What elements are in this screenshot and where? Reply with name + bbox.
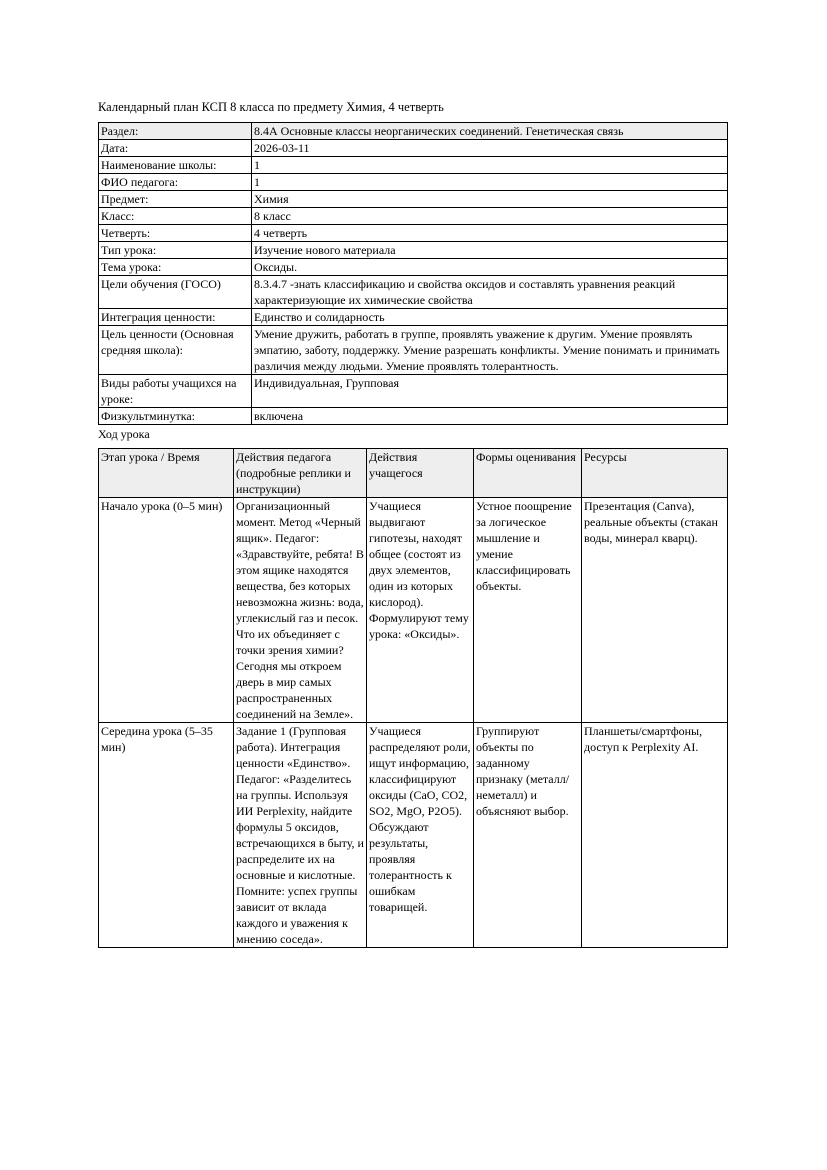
flow-row	[99, 723, 728, 948]
table-row	[99, 326, 728, 375]
info-label: Класс:	[99, 208, 252, 225]
flow-header-row	[99, 449, 728, 498]
table-row	[99, 276, 728, 309]
table-row	[99, 259, 728, 276]
lesson-flow-table	[98, 448, 728, 948]
flow-stage-cell: Середина урока (5–35 мин)	[99, 723, 234, 948]
info-label: Дата:	[99, 140, 252, 157]
flow-header-assessment: Формы оценивания	[474, 449, 582, 498]
table-row	[99, 140, 728, 157]
table-row	[99, 309, 728, 326]
flow-assessment-cell: Устное поощрение за логическое мышление и умение классифицировать объекты.	[474, 498, 582, 723]
info-label: Цель ценности (Основная средняя школа):	[99, 326, 252, 375]
info-label: ФИО педагога:	[99, 174, 252, 191]
flow-header-teacher-actions: Действия педагога (подробные реплики и инструкции)	[234, 449, 367, 498]
table-row	[99, 123, 728, 140]
info-label: Наименование школы:	[99, 157, 252, 174]
info-value: Химия	[252, 191, 728, 208]
info-value: 2026-03-11	[252, 140, 728, 157]
flow-student-actions-cell: Учащиеся выдвигают гипотезы, находят общее (состоят из двух элементов, один из которых кислород). Формулируют тему урока: «Оксиды».	[367, 498, 474, 723]
flow-header-resources: Ресурсы	[582, 449, 728, 498]
document-page	[98, 99, 727, 948]
info-value: 1	[252, 174, 728, 191]
info-value: 8 класс	[252, 208, 728, 225]
flow-teacher-actions-cell: Задание 1 (Групповая работа). Интеграция ценности «Единство». Педагог: «Разделитесь на группы. Используя ИИ Perplexity, найдите формулы 5 оксидов, встречающихся в быту, и распределите их на основные и кислотные. Помните: успех группы зависит от вклада каждого и уважения к мнению соседа».	[234, 723, 367, 948]
document-title: Календарный план КСП 8 класса по предмету Химия, 4 четверть	[98, 100, 444, 114]
info-value: 4 четверть	[252, 225, 728, 242]
info-value: Умение дружить, работать в группе, проявлять уважение к другим. Умение проявлять эмпатию, заботу, поддержку. Умение разрешать конфликты. Умение понимать и принимать различия между людьми. Умение проявлять толерантность.	[252, 326, 728, 375]
info-value: Единство и солидарность	[252, 309, 728, 326]
info-value: включена	[252, 408, 728, 425]
table-row	[99, 157, 728, 174]
info-label: Раздел:	[99, 123, 252, 140]
flow-teacher-actions-cell: Организационный момент. Метод «Черный ящик». Педагог: «Здравствуйте, ребята! В этом ящике находятся вещества, без которых невозможна жизнь: вода, углекислый газ и песок. Что их объединяет с точки зрения химии? Сегодня мы откроем дверь в мир самых распространенных соединений на Земле».	[234, 498, 367, 723]
info-label: Интеграция ценности:	[99, 309, 252, 326]
info-value: Изучение нового материала	[252, 242, 728, 259]
table-row	[99, 408, 728, 425]
info-label: Тема урока:	[99, 259, 252, 276]
info-value: Оксиды.	[252, 259, 728, 276]
info-label: Виды работы учащихся на уроке:	[99, 375, 252, 408]
info-label: Четверть:	[99, 225, 252, 242]
flow-header-student-actions: Действия учащегося	[367, 449, 474, 498]
info-value: 8.3.4.7 -знать классификацию и свойства оксидов и составлять уравнения реакций характеризующие их химические свойства	[252, 276, 728, 309]
info-label: Тип урока:	[99, 242, 252, 259]
flow-row	[99, 498, 728, 723]
table-row	[99, 225, 728, 242]
flow-stage-cell: Начало урока (0–5 мин)	[99, 498, 234, 723]
flow-assessment-cell: Группируют объекты по заданному признаку (металл/неметалл) и объясняют выбор.	[474, 723, 582, 948]
flow-student-actions-cell: Учащиеся распределяют роли, ищут информацию, классифицируют оксиды (CaO, CO2, SO2, MgO, P2O5). Обсуждают результаты, проявляя толерантность к ошибкам товарищей.	[367, 723, 474, 948]
info-value: 8.4А Основные классы неорганических соединений. Генетическая связь	[252, 123, 728, 140]
flow-header-stage: Этап урока / Время	[99, 449, 234, 498]
lesson-info-table	[98, 122, 728, 425]
info-label: Физкультминутка:	[99, 408, 252, 425]
info-label: Предмет:	[99, 191, 252, 208]
lesson-flow-heading: Ход урока	[98, 427, 150, 441]
table-row	[99, 242, 728, 259]
table-row	[99, 208, 728, 225]
info-value: Индивидуальная, Групповая	[252, 375, 728, 408]
table-row	[99, 191, 728, 208]
info-value: 1	[252, 157, 728, 174]
table-row	[99, 174, 728, 191]
table-row	[99, 375, 728, 408]
flow-resources-cell: Презентация (Canva), реальные объекты (стакан воды, минерал кварц).	[582, 498, 728, 723]
info-label: Цели обучения (ГОСО)	[99, 276, 252, 309]
flow-resources-cell: Планшеты/смартфоны, доступ к Perplexity AI.	[582, 723, 728, 948]
